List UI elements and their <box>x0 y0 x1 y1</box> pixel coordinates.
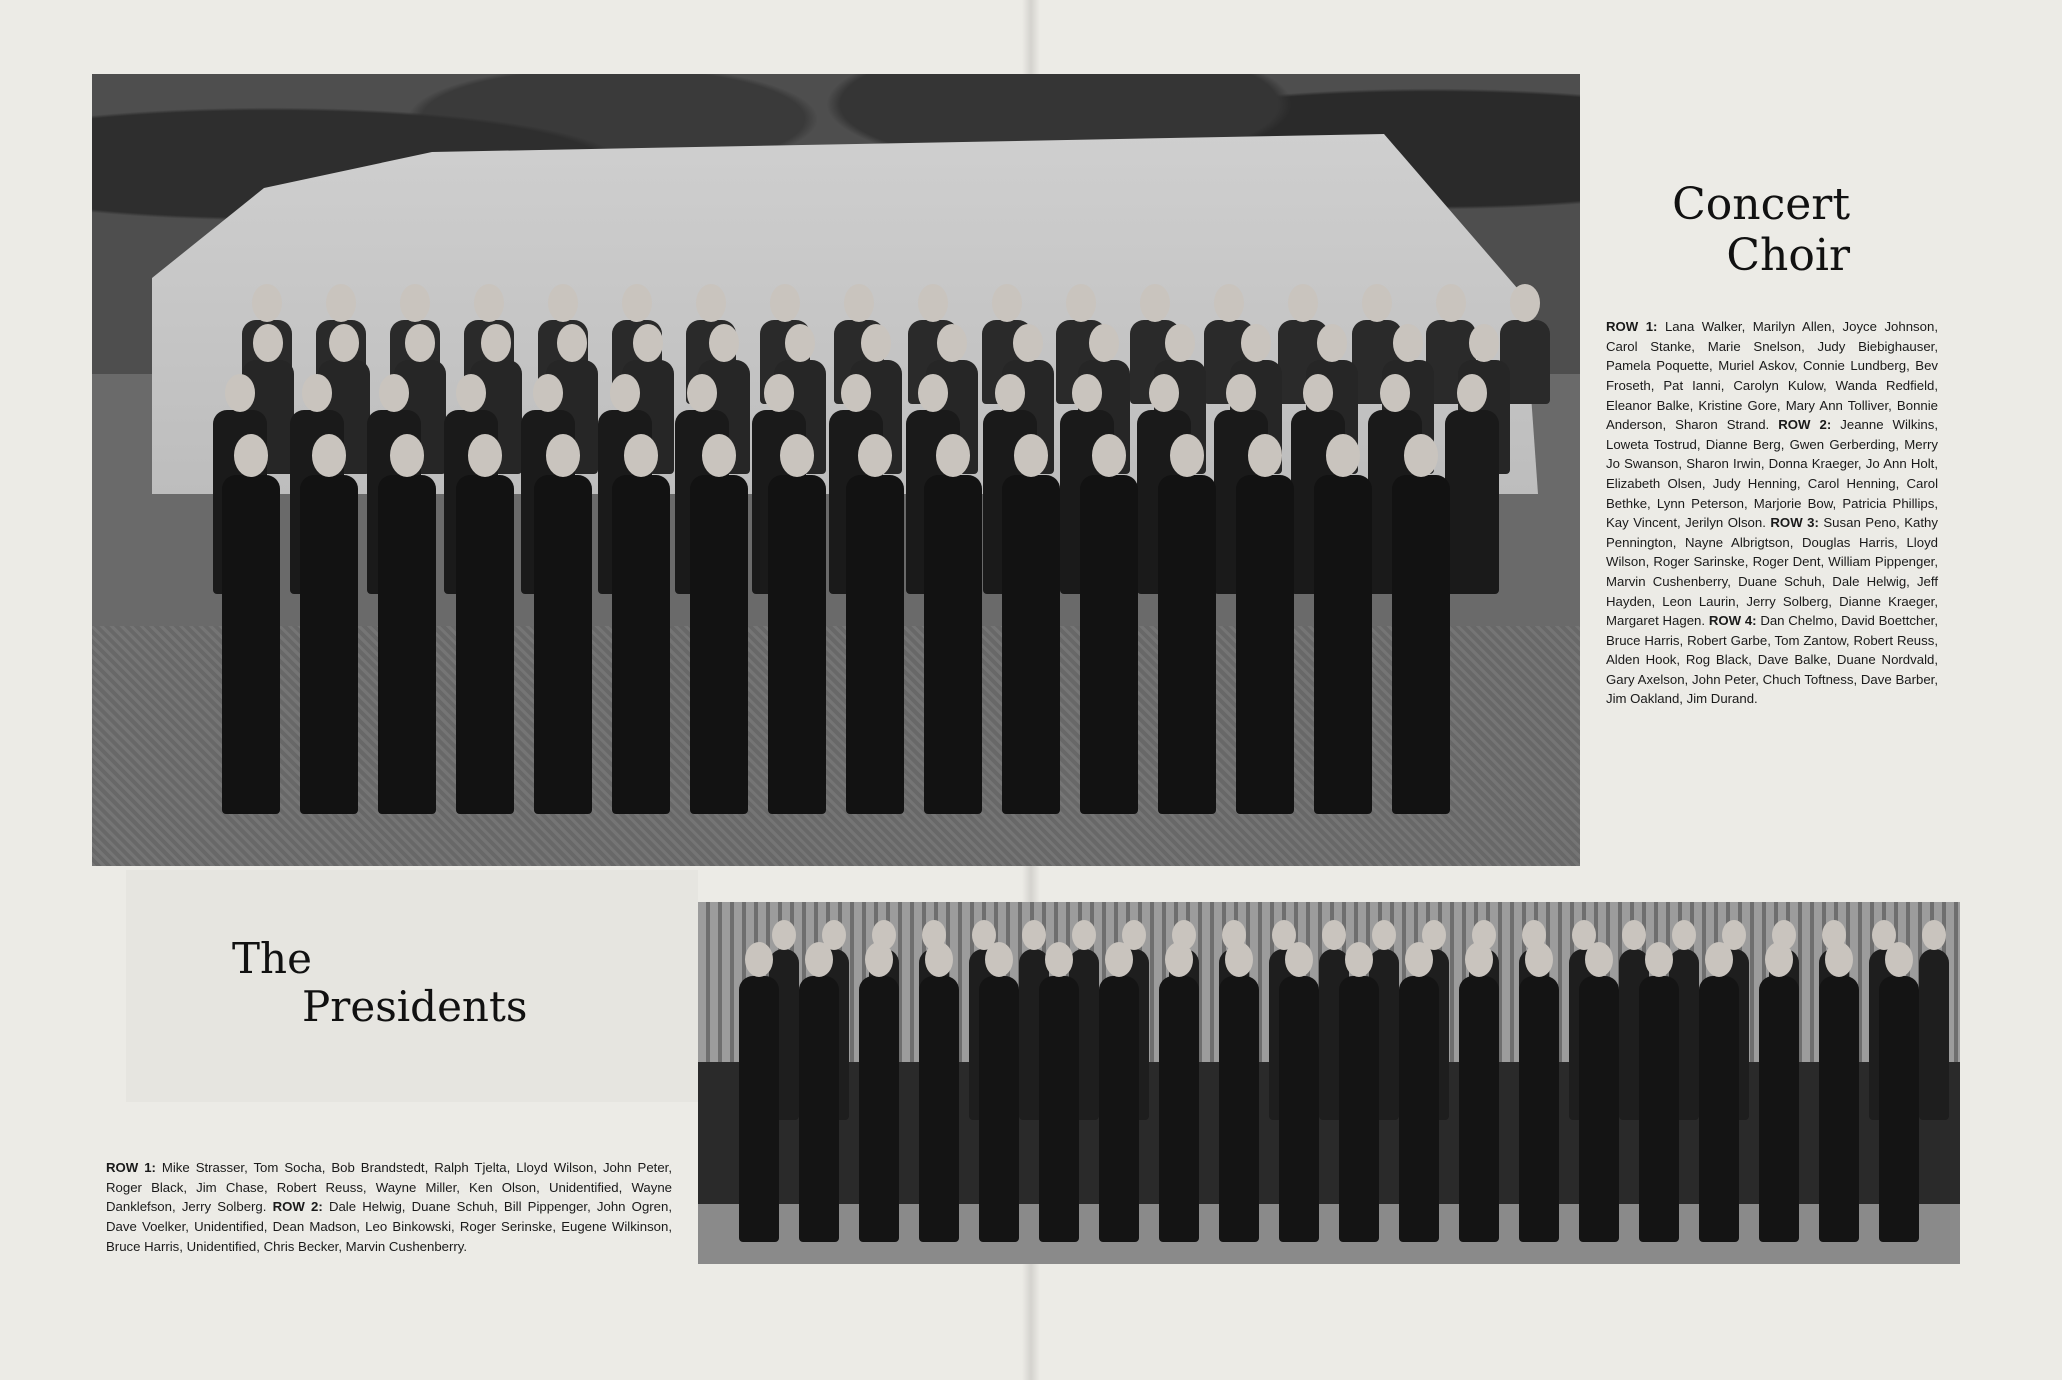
person-head <box>400 284 430 322</box>
person-head <box>1645 942 1673 977</box>
person-head <box>379 374 409 412</box>
person-head <box>1705 942 1733 977</box>
person-body <box>222 475 280 814</box>
person-head <box>624 434 658 477</box>
person-head <box>1345 942 1373 977</box>
person-head <box>1140 284 1170 322</box>
person-figure <box>921 434 985 814</box>
person-figure <box>1456 942 1502 1242</box>
person-head <box>992 284 1022 322</box>
person-body <box>1392 475 1450 814</box>
person-head <box>785 324 815 362</box>
presidents-title-line2: Presidents <box>302 982 528 1032</box>
person-head <box>925 942 953 977</box>
person-head <box>764 374 794 412</box>
person-body <box>859 976 899 1242</box>
person-head <box>745 942 773 977</box>
person-figure <box>1276 942 1322 1242</box>
person-figure <box>843 434 907 814</box>
person-head <box>1326 434 1360 477</box>
person-body <box>300 475 358 814</box>
person-head <box>1225 942 1253 977</box>
caption-row-names: Mike Strasser, Tom Socha, Bob Brandstedt, Ralph Tjelta, Lloyd Wilson, John Peter, Roger Black, Jim Chase, Robert Reuss, Wayne Miller, Ken Olson, Unidentified, Wayne Danklefson, Jerry Solberg. <box>106 1160 672 1215</box>
person-head <box>1105 942 1133 977</box>
person-head <box>225 374 255 412</box>
person-head <box>548 284 578 322</box>
person-head <box>456 374 486 412</box>
person-figure <box>531 434 595 814</box>
person-head <box>1170 434 1204 477</box>
figure-row <box>92 434 1580 814</box>
person-figure <box>1756 942 1802 1242</box>
person-head <box>622 284 652 322</box>
person-figure <box>999 434 1063 814</box>
person-body <box>1159 976 1199 1242</box>
caption-row-names: Susan Peno, Kathy Pennington, Nayne Albrigtson, Douglas Harris, Lloyd Wilson, Roger Sarinske, Roger Dent, William Pippenger, Marvin Cushenberry, Duane Schuh, Dale Helwig, Jeff Hayden, Leon Laurin, Jerry Solberg, Dianne Kraeger, Margaret Hagen. <box>1606 515 1938 629</box>
person-body <box>1339 976 1379 1242</box>
person-head <box>918 374 948 412</box>
person-head <box>252 284 282 322</box>
person-figure <box>1516 942 1562 1242</box>
person-figure <box>219 434 283 814</box>
caption-row-label: ROW 4: <box>1708 613 1757 629</box>
person-head <box>702 434 736 477</box>
person-figure <box>1636 942 1682 1242</box>
person-head <box>1469 324 1499 362</box>
person-head <box>1380 374 1410 412</box>
person-head <box>1585 942 1613 977</box>
person-body <box>1579 976 1619 1242</box>
person-head <box>1465 942 1493 977</box>
person-body <box>1639 976 1679 1242</box>
person-head <box>253 324 283 362</box>
person-figure <box>453 434 517 814</box>
caption-row-label: ROW 3: <box>1770 515 1819 531</box>
person-head <box>844 284 874 322</box>
person-head <box>1510 284 1540 322</box>
person-head <box>1214 284 1244 322</box>
person-body <box>1879 976 1919 1242</box>
person-head <box>861 324 891 362</box>
caption-row-names: Dale Helwig, Duane Schuh, Bill Pippenger, John Ogren, Dave Voelker, Unidentified, Dean Madson, Leo Binkowski, Roger Serinske, Eugene Wilkinson, Bruce Harris, Unidentified, Chris Becker, Marvin Cushenberry. <box>106 1199 673 1254</box>
person-head <box>1362 284 1392 322</box>
presidents-caption <box>106 1158 672 1256</box>
person-head <box>1825 942 1853 977</box>
person-head <box>1317 324 1347 362</box>
person-figure <box>796 942 842 1242</box>
person-head <box>481 324 511 362</box>
person-body <box>1236 475 1294 814</box>
person-figure <box>1036 942 1082 1242</box>
person-figure <box>1096 942 1142 1242</box>
person-head <box>1092 434 1126 477</box>
person-head <box>1436 284 1466 322</box>
person-head <box>1404 434 1438 477</box>
person-head <box>1066 284 1096 322</box>
person-head <box>546 434 580 477</box>
person-body <box>1519 976 1559 1242</box>
person-head <box>1393 324 1423 362</box>
person-figure <box>916 942 962 1242</box>
person-body <box>799 976 839 1242</box>
caption-row-label: ROW 2: <box>1778 417 1832 433</box>
person-head <box>1013 324 1043 362</box>
person-body <box>1699 976 1739 1242</box>
person-body <box>534 475 592 814</box>
person-head <box>326 284 356 322</box>
person-head <box>1457 374 1487 412</box>
person-body <box>1759 976 1799 1242</box>
person-figure <box>1876 942 1922 1242</box>
person-body <box>612 475 670 814</box>
person-head <box>1525 942 1553 977</box>
person-body <box>1279 976 1319 1242</box>
person-head <box>1149 374 1179 412</box>
concert-choir-photo <box>92 74 1580 866</box>
presidents-title <box>232 935 562 1032</box>
person-figure <box>1389 434 1453 814</box>
person-head <box>841 374 871 412</box>
person-head <box>1072 374 1102 412</box>
person-head <box>474 284 504 322</box>
person-figure <box>1311 434 1375 814</box>
person-figure <box>687 434 751 814</box>
person-figure <box>1396 942 1442 1242</box>
person-head <box>610 374 640 412</box>
person-figure <box>1077 434 1141 814</box>
person-body <box>378 475 436 814</box>
person-figure <box>856 942 902 1242</box>
person-head <box>633 324 663 362</box>
person-head <box>234 434 268 477</box>
person-head <box>936 434 970 477</box>
person-head <box>937 324 967 362</box>
person-body <box>1158 475 1216 814</box>
person-head <box>468 434 502 477</box>
caption-row-label: ROW 1: <box>106 1160 156 1176</box>
caption-row-names: Lana Walker, Marilyn Allen, Joyce Johnson, Carol Stanke, Marie Snelson, Judy Biebighauser, Pamela Poquette, Muriel Askov, Connie Lundberg, Bev Froseth, Pat Ianni, Carolyn Kulow, Wanda Redfield, Eleanor Balke, Kristine Gore, Mary Ann Tolliver, Bonnie Anderson, Sharon Strand. <box>1606 319 1938 433</box>
person-head <box>405 324 435 362</box>
person-head <box>302 374 332 412</box>
person-head <box>1165 324 1195 362</box>
person-head <box>1288 284 1318 322</box>
person-body <box>1314 475 1372 814</box>
person-figure <box>375 434 439 814</box>
person-head <box>1303 374 1333 412</box>
person-head <box>533 374 563 412</box>
person-figure <box>1576 942 1622 1242</box>
person-head <box>1241 324 1271 362</box>
caption-row-label: ROW 2: <box>272 1199 323 1215</box>
person-head <box>985 942 1013 977</box>
person-body <box>1002 475 1060 814</box>
person-head <box>1226 374 1256 412</box>
person-body <box>846 475 904 814</box>
person-figure <box>976 942 1022 1242</box>
person-head <box>390 434 424 477</box>
concert-choir-caption <box>1606 317 1938 709</box>
person-head <box>1285 942 1313 977</box>
person-head <box>696 284 726 322</box>
person-body <box>919 976 959 1242</box>
person-figure <box>1336 942 1382 1242</box>
figure-row <box>698 942 1960 1242</box>
person-head <box>329 324 359 362</box>
person-head <box>805 942 833 977</box>
person-figure <box>1156 942 1202 1242</box>
person-figure <box>609 434 673 814</box>
person-head <box>709 324 739 362</box>
person-figure <box>736 942 782 1242</box>
person-body <box>1039 976 1079 1242</box>
person-body <box>1219 976 1259 1242</box>
person-body <box>768 475 826 814</box>
person-body <box>1459 976 1499 1242</box>
person-head <box>1248 434 1282 477</box>
person-figure <box>765 434 829 814</box>
person-head <box>687 374 717 412</box>
person-head <box>1165 942 1193 977</box>
person-head <box>1089 324 1119 362</box>
person-body <box>456 475 514 814</box>
caption-row-names: Jeanne Wilkins, Loweta Tostrud, Dianne Berg, Gwen Gerberding, Merry Jo Swanson, Sharon Irwin, Donna Kraeger, Jo Ann Holt, Elizabeth Olsen, Judy Henning, Carol Henning, Carol Bethke, Lynn Peterson, Marjorie Bow, Patricia Phillips, Kay Vincent, Jerilyn Olson. <box>1606 417 1938 531</box>
person-body <box>1099 976 1139 1242</box>
person-figure <box>297 434 361 814</box>
presidents-photo <box>698 902 1960 1264</box>
person-head <box>312 434 346 477</box>
person-figure <box>1696 942 1742 1242</box>
person-head <box>557 324 587 362</box>
person-body <box>1819 976 1859 1242</box>
person-body <box>1399 976 1439 1242</box>
concert-choir-title-line1: Concert <box>1672 179 1850 230</box>
person-head <box>1014 434 1048 477</box>
person-head <box>1765 942 1793 977</box>
person-head <box>1045 942 1073 977</box>
presidents-title-line1: The <box>232 934 312 983</box>
person-figure <box>1233 434 1297 814</box>
person-head <box>995 374 1025 412</box>
person-body <box>1080 475 1138 814</box>
person-head <box>780 434 814 477</box>
person-body <box>979 976 1019 1242</box>
person-head <box>1405 942 1433 977</box>
caption-row-label: ROW 1: <box>1606 319 1658 335</box>
person-figure <box>1155 434 1219 814</box>
person-head <box>865 942 893 977</box>
person-head <box>770 284 800 322</box>
concert-choir-title-line2: Choir <box>1726 229 1850 281</box>
person-head <box>918 284 948 322</box>
concert-choir-title <box>1640 180 1850 281</box>
person-head <box>858 434 892 477</box>
person-body <box>739 976 779 1242</box>
person-figure <box>1816 942 1862 1242</box>
person-body <box>924 475 982 814</box>
person-figure <box>1216 942 1262 1242</box>
person-head <box>1885 942 1913 977</box>
caption-row-names: Dan Chelmo, David Boettcher, Bruce Harris, Robert Garbe, Tom Zantow, Robert Reuss, Alden Hook, Rog Black, Dave Balke, Duane Nordvald, Gary Axelson, John Peter, Chuch Toftness, Dave Barber, Jim Oakland, Jim Durand. <box>1606 613 1938 707</box>
person-body <box>690 475 748 814</box>
